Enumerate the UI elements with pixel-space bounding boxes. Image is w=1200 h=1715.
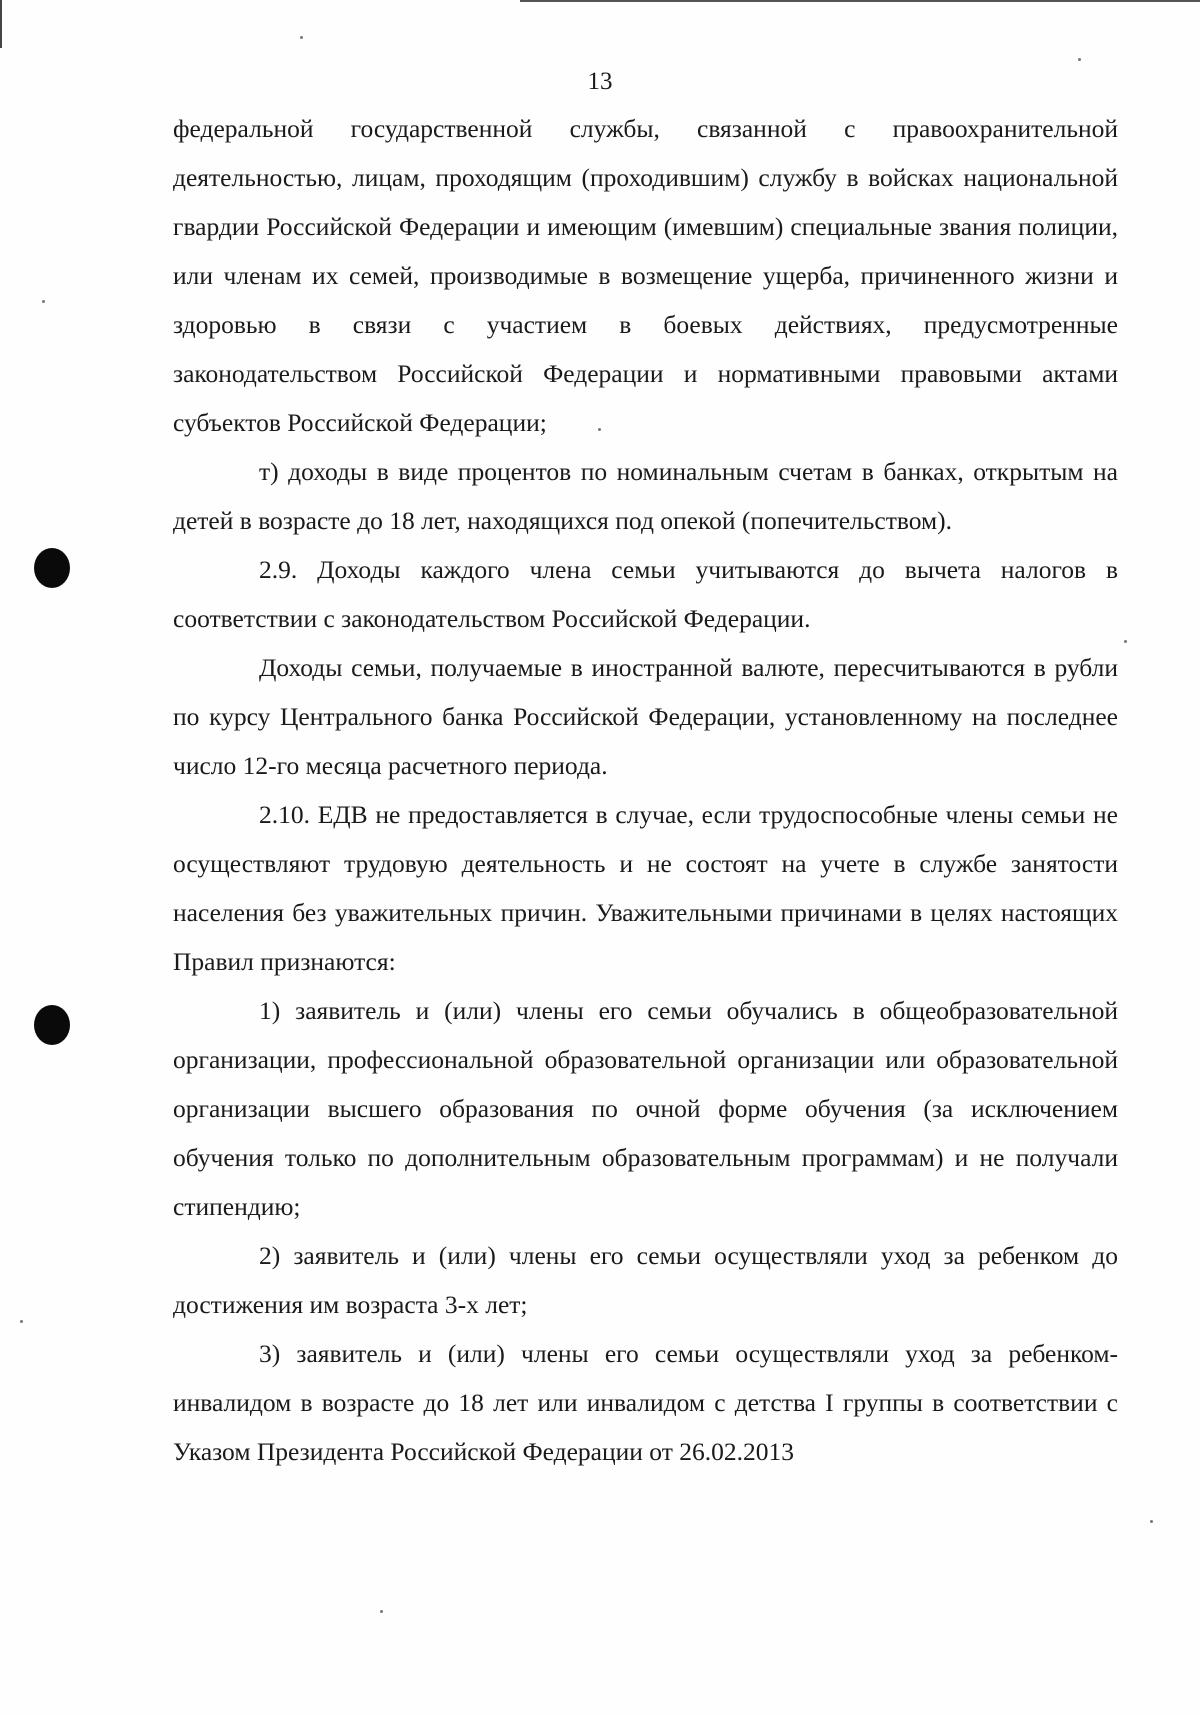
scan-speck [1124,640,1127,643]
page-number: 13 [587,68,613,95]
scan-speck [20,1320,23,1323]
scan-speck [300,36,303,39]
scan-edge-line [520,0,1200,2]
scan-speck [1150,1520,1153,1523]
paragraph-foreign-currency: Доходы семьи, получаемые в иностранной валюте, пересчитываются в рубли по курсу Центрального банка Российской Федерации, установленному на последнее число 12-го месяца расчетного периода. [173,653,1118,780]
list-item-2: 2) заявитель и (или) члены его семьи осуществляли уход за ребенком до достижения им возраста 3-х лет; [173,1241,1118,1319]
scan-speck [1078,58,1081,61]
list-item-3: 3) заявитель и (или) члены его семьи осуществляли уход за ребенком-инвалидом в возрасте до 18 лет или инвалидом с детства I группы в соответствии с Указом Президента Российской Федерации от 26.02.2013 [173,1339,1118,1466]
paragraph-2-9: 2.9. Доходы каждого члена семьи учитываются до вычета налогов в соответствии с законодательством Российской Федерации. [173,555,1118,633]
punch-hole [34,1005,70,1045]
document-body [173,104,1118,1476]
list-item-1: 1) заявитель и (или) члены его семьи обучались в общеобразовательной организации, профессиональной образовательной организации или образовательной организации высшего образования по очной форме обучения (за исключением обучения только по дополнительным образовательным программам) и не получали стипендию; [173,996,1118,1221]
punch-hole [34,548,70,588]
paragraph-2-10: 2.10. ЕДВ не предоставляется в случае, если трудоспособные члены семьи не осуществляют трудовую деятельность и не состоят на учете в службе занятости населения без уважительных причин. Уважительными причинами в целях настоящих Правил признаются: [173,800,1118,976]
scan-speck [42,300,45,303]
scan-speck [380,1610,383,1613]
paragraph-continuation: федеральной государственной службы, связанной с правоохранительной деятельностью, лицам, проходящим (проходившим) службу в войсках национальной гвардии Российской Федерации и имеющим (имевшим) специальные звания полиции, или членам их семей, производимые в возмещение ущерба, причиненного жизни и здоровью в связи с участием в боевых действиях, предусмотренные законодательством Российской Федерации и нормативными правовыми актами субъектов Российской Федерации; [173,114,1118,437]
paragraph-item-t: т) доходы в виде процентов по номинальным счетам в банках, открытым на детей в возрасте до 18 лет, находящихся под опекой (попечительством). [173,457,1118,535]
scan-edge-line [0,0,2,48]
